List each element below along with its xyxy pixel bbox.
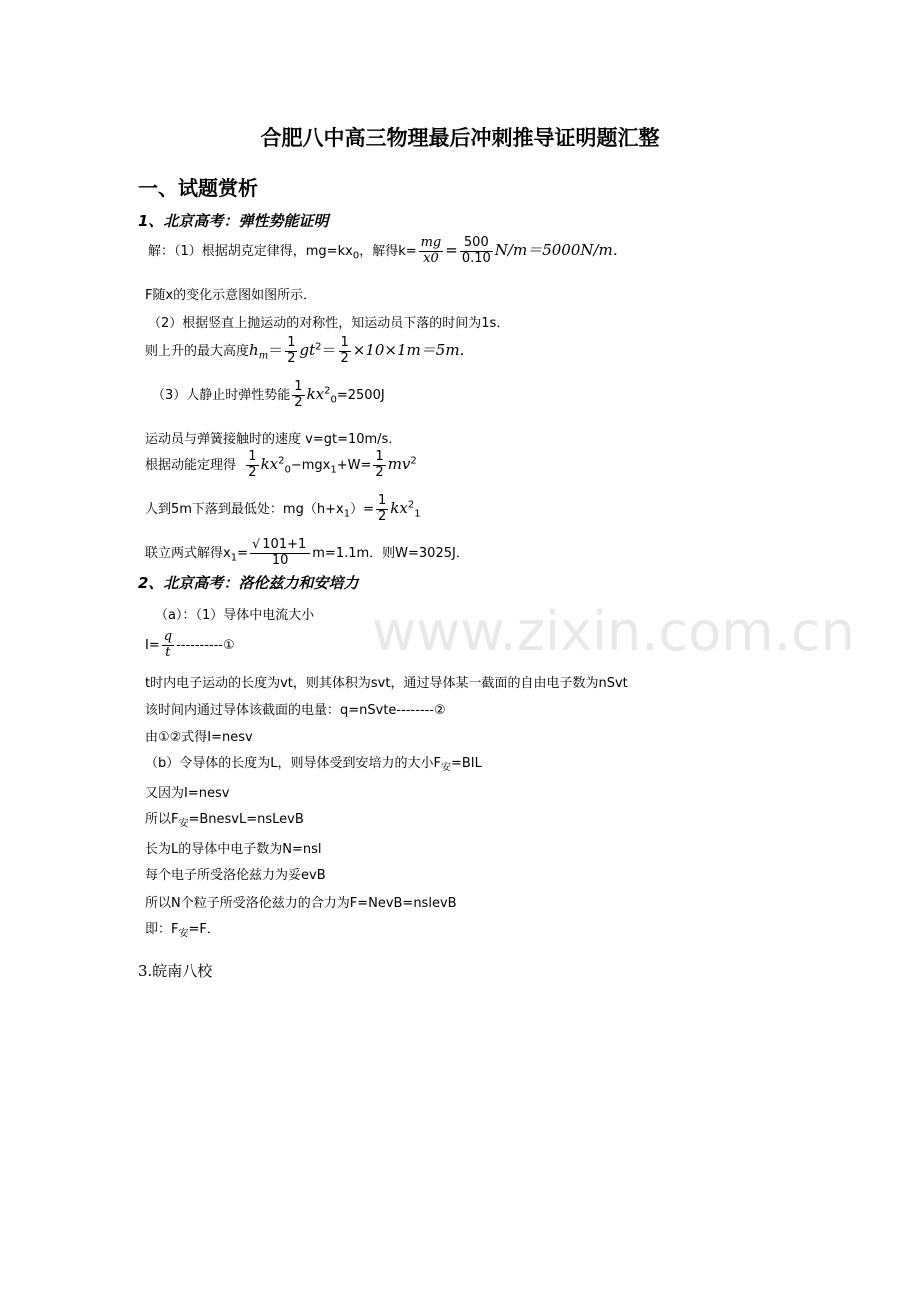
q1-line1 <box>148 236 628 267</box>
q2-line12-sub: 安 <box>178 928 189 940</box>
q2-line3: t时内电子运动的长度为vt，则其体积为svt，通过导体某一截面的自由电子数为nSvt <box>145 676 628 691</box>
sqrt-radicand: 101+1 <box>262 538 307 552</box>
frac-den: 10 <box>271 552 289 566</box>
q1-hm: h <box>249 340 259 359</box>
q1-line8-mid: ）= <box>350 501 374 517</box>
frac-den: 2 <box>375 464 384 480</box>
q2-line5: 由①②式得I=nesv <box>145 730 253 745</box>
q1-line9-text: 联立两式解得x <box>145 545 231 561</box>
q1-line9-eq: = <box>237 545 248 561</box>
q1-eq: = <box>445 240 458 259</box>
q1-line4-text: 则上升的最大高度 <box>145 343 250 359</box>
q1-line1-sub: 0 <box>352 250 360 262</box>
q2-line6 <box>145 752 482 774</box>
q1-frac-half-c <box>292 380 304 411</box>
q1-line1-tail: N/m＝5000N/m． <box>494 240 628 259</box>
q2-line8 <box>145 808 304 830</box>
q2-line2-tail: ----------① <box>176 637 235 653</box>
q1-line6: 运动员与弹簧接触时的速度 v=gt=10m/s． <box>145 432 402 447</box>
q2-line12-tail: =F． <box>188 922 220 937</box>
q1-kx-b: kx <box>260 454 279 473</box>
frac-den: 2 <box>248 464 257 480</box>
q1-frac-500 <box>460 236 493 267</box>
q1-gt-sup: 2 <box>315 341 322 353</box>
frac-den: x0 <box>423 250 439 266</box>
q1-kx-c-sup: 2 <box>407 499 415 511</box>
q1-line5-text: （3）人静止时弹性势能 <box>152 387 291 403</box>
q2-line6-sub: 安 <box>440 762 451 774</box>
q1-line1-text: 解：（1）根据胡克定律得，mg=kx <box>148 243 353 259</box>
q1-mv: mv <box>387 454 411 473</box>
q1-line8 <box>145 494 421 525</box>
q2-line9: 长为L的导体中电子数为N=nsl <box>145 842 322 857</box>
q1-line7-text: 根据动能定理得 <box>145 457 237 473</box>
frac-num: 1 <box>340 335 349 350</box>
q2-line2-text: I= <box>145 637 160 653</box>
q2-line12 <box>145 918 220 940</box>
q1-kx-sup: 2 <box>324 385 331 397</box>
q1-line7-w: +W= <box>336 457 372 473</box>
q1-hm-sub: m <box>258 350 269 362</box>
q1-frac-sqrt <box>250 538 310 566</box>
q1-line1-mid: ，解得k= <box>359 243 417 259</box>
q1-line5 <box>152 380 385 411</box>
frac-num: 1 <box>287 335 296 350</box>
frac-num: √ 101+1 <box>250 538 310 554</box>
q2-frac-q-t <box>162 630 174 661</box>
q2-line4: 该时间内通过导体该截面的电量：q=nSvte--------② <box>145 703 446 718</box>
q1-line8-text: 人到5m下落到最低处：mg（h+x <box>145 501 344 517</box>
q1-kx-b-sup: 2 <box>278 455 285 467</box>
q2-line8-text: 所以F <box>145 812 179 827</box>
frac-den: 2 <box>294 394 303 410</box>
q1-heading: 1、北京高考：弹性势能证明 <box>138 212 329 230</box>
q1-line9-tail: m=1.1m．则W=3025J． <box>312 545 469 561</box>
frac-den: t <box>165 644 171 660</box>
q1-frac-mg-x0 <box>419 236 444 267</box>
q1-kx-c: kx <box>390 498 408 517</box>
q2-line2 <box>145 630 235 661</box>
frac-den: 2 <box>377 508 387 524</box>
q2-line11: 所以N个粒子所受洛伦兹力的合力为F=NevB=nslevB <box>145 896 457 911</box>
frac-num: mg <box>420 235 442 250</box>
q1-line4-tail: ×10×1m＝5m． <box>352 340 475 359</box>
q1-line2: F随x的变化示意图如图所示． <box>145 288 317 303</box>
q1-line8-sub: 1 <box>343 508 351 520</box>
q2-line10: 每个电子所受洛伦兹力为妥evB <box>145 868 326 883</box>
q2-line1: （a）：（1）导体中电流大小 <box>155 608 315 623</box>
q1-frac-half-b <box>339 336 351 367</box>
q2-line8-sub: 安 <box>178 818 189 830</box>
q1-kx-c-sub: 1 <box>414 508 421 520</box>
q1-mv-sup: 2 <box>410 455 417 467</box>
frac-den: 2 <box>340 350 349 366</box>
section-heading: 一、试题赏析 <box>138 176 258 200</box>
q1-frac-half-f <box>376 494 388 525</box>
q1-kx: kx <box>306 384 325 403</box>
q1-line7-mid: −mgx <box>290 457 331 473</box>
q2-heading: 2、北京高考：洛伦兹力和安培力 <box>138 574 359 592</box>
q2-line6-tail: =BIL <box>450 756 482 771</box>
q1-frac-half-e <box>373 450 385 481</box>
frac-num: 1 <box>377 493 387 508</box>
frac-num: 500 <box>460 236 493 252</box>
frac-den: 0.10 <box>461 250 491 266</box>
q2-line6-text: （b）令导体的长度为L，则导体受到安培力的大小F <box>145 756 441 771</box>
frac-den: 2 <box>287 350 296 366</box>
q2-line12-text: 即：F <box>145 922 179 937</box>
q2-line8-tail: =BnesvL=nsLevB <box>188 812 304 827</box>
q1-line7-sub: 1 <box>330 464 337 476</box>
q1-line3: （2）根据竖直上抛运动的对称性，知运动员下落的时间为1s． <box>148 316 510 331</box>
watermark: www.zixin.com.cn <box>372 600 855 663</box>
q1-kx-b-sub: 0 <box>284 464 291 476</box>
q1-gt: gt <box>299 340 316 359</box>
q1-frac-half <box>285 336 297 367</box>
q1-line9 <box>145 538 469 566</box>
q1-frac-half-d <box>246 450 258 481</box>
item3-heading: 3.皖南八校 <box>138 962 213 980</box>
frac-num: 1 <box>375 449 384 464</box>
q2-line7: 又因为I=nesv <box>145 786 230 801</box>
q1-line4: 则上升的最大高度$h_m=$ $\frac{1}{2}$ $gt^2=$ $\frac{1}{2}$ ×10×1m＝5m． <box>145 335 475 366</box>
document-title: 合肥八中高三物理最后冲刺推导证明题汇整 <box>260 126 660 150</box>
q1-line9-sub: 1 <box>230 552 238 564</box>
q1-line5-tail: =2500J <box>336 387 385 403</box>
frac-num: 1 <box>294 379 303 394</box>
q1-line7 <box>145 450 417 481</box>
frac-num: q <box>163 629 173 644</box>
q1-kx-sub: 0 <box>330 394 337 406</box>
frac-num: 1 <box>248 449 257 464</box>
